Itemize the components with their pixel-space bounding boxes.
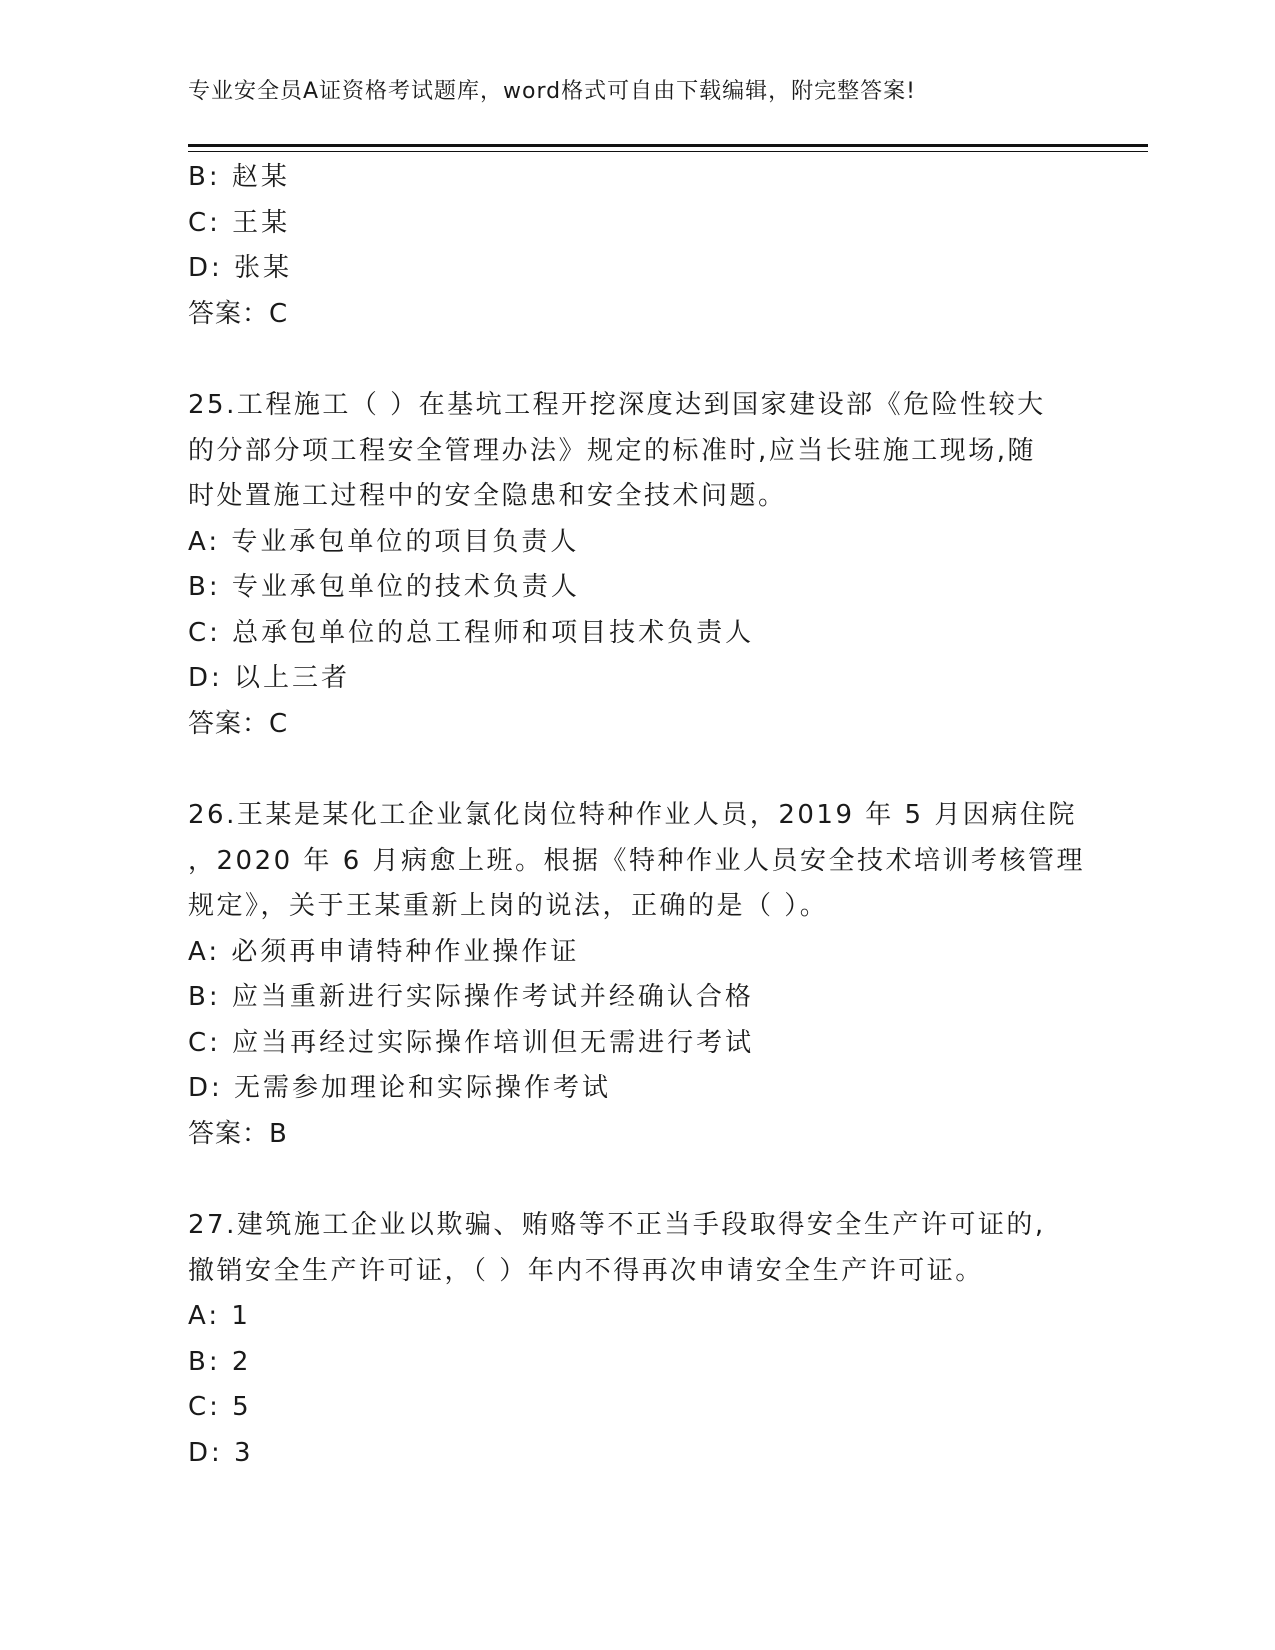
option-d: D: 无需参加理论和实际操作考试 xyxy=(188,1073,612,1103)
question-27 xyxy=(188,1203,1108,1476)
option-a: A: 必须再申请特种作业操作证 xyxy=(188,936,580,967)
question-stem-line: ，2020 年 6 月病愈上班。根据《特种作业人员安全技术培训考核管理 xyxy=(188,845,1086,876)
page-header: 专业安全员A证资格考试题库，word格式可自由下载编辑，附完整答案! xyxy=(188,79,916,104)
option-b: B: 2 xyxy=(188,1346,252,1377)
question-stem-line: 时处置施工过程中的安全隐患和安全技术问题。 xyxy=(188,481,787,511)
option-a: A: 1 xyxy=(188,1301,251,1331)
answer-line: 答案：B xyxy=(188,1118,288,1149)
question-stem-line: 27.建筑施工企业以欺骗、贿赂等不正当手段取得安全生产许可证的, xyxy=(188,1210,1046,1240)
option-c: C: 总承包单位的总工程师和项目技术负责人 xyxy=(188,617,755,648)
answer-line: 答案：C xyxy=(188,298,289,329)
question-stem-line: 25.工程施工（ ）在基坑工程开挖深度达到国家建设部《危险性较大 xyxy=(188,390,1046,420)
option-d: D: 3 xyxy=(188,1437,254,1468)
answer-line: 答案：C xyxy=(188,708,289,739)
question-25 xyxy=(188,383,1108,747)
question-stem-line: 26.王某是某化工企业氯化岗位特种作业人员，2019 年 5 月因病住院 xyxy=(188,800,1077,830)
question-list xyxy=(188,155,1108,1476)
question-stem-line: 撤销安全生产许可证，（ ）年内不得再次申请安全生产许可证。 xyxy=(188,1255,984,1286)
option-b: B: 赵某 xyxy=(188,162,290,192)
header-divider-thin xyxy=(188,151,1148,152)
option-d: D: 以上三者 xyxy=(188,663,351,693)
option-b: B: 专业承包单位的技术负责人 xyxy=(188,572,580,602)
prev-question-block xyxy=(188,155,1108,337)
question-stem-line: 规定》，关于王某重新上岗的说法，正确的是（ ）。 xyxy=(188,891,829,921)
option-c: C: 应当再经过实际操作培训但无需进行考试 xyxy=(188,1027,755,1058)
question-26 xyxy=(188,793,1108,1157)
option-a: A: 专业承包单位的项目负责人 xyxy=(188,526,580,557)
option-c: C: 5 xyxy=(188,1392,252,1422)
option-b: B: 应当重新进行实际操作考试并经确认合格 xyxy=(188,982,754,1012)
option-d: D: 张某 xyxy=(188,253,293,283)
option-c: C: 王某 xyxy=(188,207,291,238)
header-divider-thick xyxy=(188,144,1148,147)
question-stem-line: 的分部分项工程安全管理办法》规定的标准时,应当长驻施工现场,随 xyxy=(188,435,1037,466)
